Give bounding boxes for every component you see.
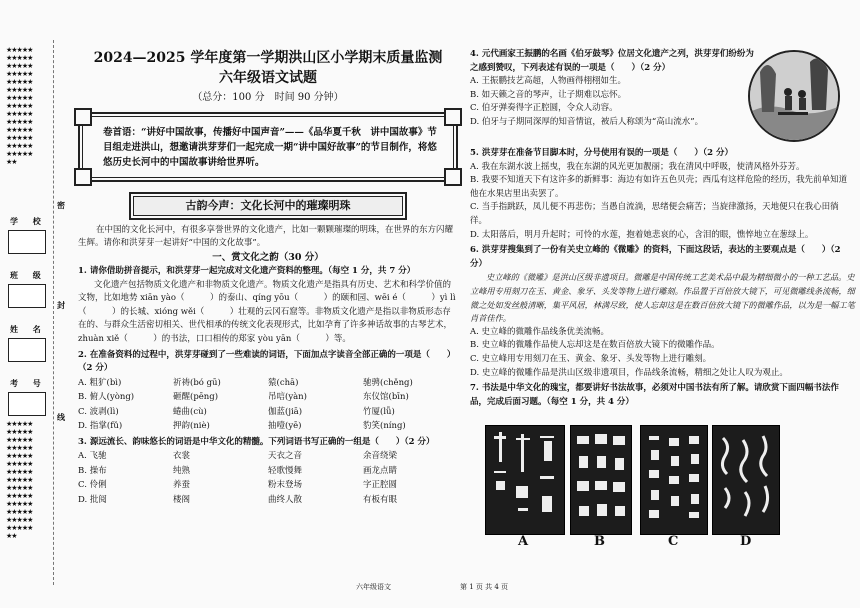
right-column: [470, 48, 855, 409]
exam-subtitle: 六年级语文试题: [219, 70, 317, 86]
q2-option[interactable]: A. 粗犷(bì): [78, 377, 122, 388]
q2-stem: 2. 在准备资料的过程中，洪芽芽碰到了一些难读的词语，下面加点字读音全部正确的一项是（ ）（2 分）: [78, 349, 456, 374]
seal-feng: 封: [57, 300, 65, 310]
q6-option-c[interactable]: C. 史立峰用专用刻刀在玉、黄金、象牙、头发等物上进行雕刻。: [470, 353, 712, 364]
section-title: 古韵今声：文化长河中的璀璨明珠: [133, 196, 403, 216]
calligraphy-c-strokes: [641, 426, 707, 534]
intro-text: 在中国的文化长河中，有很多享誉世界的文化遗产，比如一颗颗璀璨的明珠，在世界的东方闪耀生辉。请你和洪芽芽一起讲好“中国的文化故事”。: [78, 225, 454, 248]
q3-option: 楼阁: [173, 494, 191, 505]
q2-option: 猿(chā): [268, 377, 299, 388]
q6-option-a[interactable]: A. 史立峰的微雕作品线条优美流畅。: [470, 326, 610, 337]
calligraphy-label-b: B: [594, 534, 605, 549]
calligraphy-image-d: [712, 425, 780, 535]
calligraphy-a-strokes: [486, 426, 564, 534]
q2-option: 砸醒(pēng): [173, 392, 219, 403]
class-field[interactable]: [8, 284, 46, 308]
q2-option[interactable]: D. 指掌(fǔ): [78, 421, 123, 432]
q7-stem: 7. 书法是中华文化的瑰宝，都要讲好书法故事，必须对中国书法有所了解。请欣赏下面四幅书法作品，完成后面习题。（每空 1 分，共 4 分）: [470, 383, 839, 407]
q3-option: 养蚕: [173, 480, 191, 491]
calligraphy-label-d: D: [740, 534, 752, 549]
q4-stem: 4. 元代画家王振鹏的名画《伯牙鼓琴》位居文化遗产之列，洪芽芽们纷纷为之感到赞叹，下列表述有误的一项是（ ）（2 分）: [470, 49, 754, 73]
painting-image: [748, 50, 840, 142]
exam-score: （总分：100 分 时间 90 分钟）: [192, 92, 344, 103]
painting-illustration: [750, 52, 838, 140]
name-label: 姓 名: [10, 324, 47, 334]
corner-ornament: [444, 168, 462, 186]
calligraphy-label-a: A: [518, 534, 529, 549]
q2-option: 押韵(niè): [173, 421, 210, 432]
q6-option-b[interactable]: B. 史立峰的微雕作品使人忘却这是在数百倍放大镜下的微雕作品。: [470, 340, 720, 351]
q1-stem: 1. 请你借助拼音提示，和洪芽芽一起完成对文化遗产资料的整理。（每空 1 分，共 7 分）: [78, 266, 416, 276]
q5-option-d[interactable]: D. 太阳落后，明月升起时；可怜的水莲，抱着她悲哀的心，含泪的眼，憔悴地立在葱绿上。: [470, 229, 814, 240]
q6-option-d[interactable]: D. 史立峰的微雕作品是洪山区级非遗项目，作品线条流畅，精细之处让人叹为观止。: [470, 367, 788, 378]
calligraphy-b-strokes: [571, 426, 631, 534]
q3-option[interactable]: A. 飞驰: [78, 451, 107, 462]
q3-option: 字正腔圆: [363, 480, 398, 491]
seal-line: [53, 40, 54, 585]
q3-options: [78, 449, 458, 507]
number-field[interactable]: [8, 392, 46, 416]
q2-option: 伽蓝(jiā): [268, 406, 303, 417]
q6-stem: 6. 洪芽芽搜集到了一份有关史立峰的《微雕》的资料，下面这段话，表达的主要观点是（ ）（2 分）: [470, 245, 841, 269]
q2-option: 驰骋(chěng): [363, 377, 413, 388]
q3-option[interactable]: D. 批阅: [78, 494, 107, 505]
q6-passage: 史立峰的《微雕》是洪山区级非遗项目。微雕是中国传统工艺美术品中最为精细微小的一种工艺品。史立峰用专用刻刀在玉、黄金、象牙、头发等物上进行雕刻。作品置于百倍放大镜下，可见微雕线条流畅，细微之处如发丝般清晰，集平风居，林满尽致，使人忘却这是在数百倍放大镜下的微雕作品，以为是一幅工笔肖首佳作。: [470, 272, 855, 324]
corner-ornament: [74, 108, 92, 126]
corner-ornament: [74, 168, 92, 186]
school-label: 学 校: [10, 216, 47, 226]
q2-option: 祈祷(bó gū): [173, 377, 221, 388]
q2-option: 抽噎(yē): [268, 421, 302, 432]
exam-title: 2024—2025 学年度第一学期洪山区小学期末质量监测: [93, 50, 443, 66]
q3-option: 衣裳: [173, 451, 191, 462]
q3-option: 轻歌慢舞: [268, 465, 303, 476]
footer-page: 第 1 页 共 4 页: [460, 583, 509, 591]
q2-option[interactable]: C. 波剥(lì): [78, 406, 119, 417]
q5-option-c[interactable]: C. 当手指跳跃，凤儿便不再悲伤；当愚自流淌，思绪便会痛苦；当旋律激扬，天地便只在我心田徜徉。: [470, 202, 839, 226]
q4-option-d[interactable]: D. 伯牙与子期同深厚的知音情谊，被后人称颂为“高山流水”。: [470, 116, 704, 127]
footer-subject: 六年级语文: [356, 583, 391, 591]
preface-box: [78, 112, 458, 182]
q3-option: 曲终人散: [268, 494, 303, 505]
q4-block: [470, 48, 855, 144]
star-border-top: ★★★★★★★★★★★★★★★★★★★★★★★★★★★★★★★★★★★★★★★★★★★★★★★★★★★★★★★★★★★★★★★★★★★★★★★★: [6, 46, 33, 166]
left-column: [78, 48, 458, 507]
corner-ornament: [444, 108, 462, 126]
q4-option-a[interactable]: A. 王振鹏技艺高超，人物画得栩栩如生。: [470, 76, 627, 87]
calligraphy-image-c: [640, 425, 708, 535]
q3-option[interactable]: C. 伶俐: [78, 480, 107, 491]
q3-option: 天衣之音: [268, 451, 303, 462]
preface-text: 卷首语：“讲好中国故事，传播好中国声音”——《品华夏千秋 讲中国故事》节目组走进洪山，想邀请洪芽芽们一起完成一期“讲中国好故事”的节目制作，将悠悠历史长河中的中国故事讲给世界听。: [82, 116, 454, 178]
q2-option: 竹厦(lǚ): [363, 406, 395, 417]
star-border-bottom: ★★★★★★★★★★★★★★★★★★★★★★★★★★★★★★★★★★★★★★★★★★★★★★★★★★★★★★★★★★★★★★★★★★★★★★★★: [6, 420, 33, 540]
q5-option-a[interactable]: A. 我在东湖水波上摇曳，我在东湖的风光更加靓丽；我在清风中呼吸，使清风格外芬芳。: [470, 161, 805, 172]
school-field[interactable]: [8, 230, 46, 254]
calligraphy-image-b: [570, 425, 632, 535]
calligraphy-image-a: [485, 425, 565, 535]
q2-option: 吊唁(yàn): [268, 392, 307, 403]
q2-options: [78, 376, 458, 434]
seal-xian: 线: [57, 412, 65, 422]
q2-option: 豹笑(níng): [363, 421, 406, 432]
q3-option[interactable]: B. 操布: [78, 465, 107, 476]
q5-option-b[interactable]: B. 我要不知道天下有这许多的新鲜事：海边有如许五色贝壳；西瓜有这样危险的经历，我先前单知道他在水果店里出卖罢了。: [470, 175, 848, 199]
q3-stem: 3. 源远流长、韵味悠长的词语是中华文化的精髓。下列词语书写正确的一组是（ ）（2 分）: [78, 436, 435, 447]
class-label: 班 级: [10, 270, 47, 280]
q2-option: 蜷曲(cù): [173, 406, 207, 417]
binding-sidebar: [0, 0, 65, 608]
q4-option-b[interactable]: B. 如天籁之音的琴声，让子期难以忘怀。: [470, 89, 627, 100]
q2-option: 东仪馆(bīn): [363, 392, 409, 403]
q3-option: 粉末登场: [268, 480, 303, 491]
q5-stem: 5. 洪芽芽在准备节目脚本时，分号使用有误的一项是（ ）（2 分）: [470, 148, 733, 158]
name-field[interactable]: [8, 338, 46, 362]
number-label: 考 号: [10, 378, 47, 388]
q3-option: 有板有眼: [363, 494, 398, 505]
calligraphy-d-strokes: [713, 426, 779, 534]
q3-option: 纯熟: [173, 465, 191, 476]
q3-option: 余音绕梁: [363, 451, 398, 462]
part-heading: 一、赏文化之韵（30 分）: [212, 252, 324, 263]
section-banner: [129, 192, 407, 220]
q4-option-c[interactable]: C. 伯牙弹奏得字正腔圆，令众人动容。: [470, 103, 618, 114]
calligraphy-label-c: C: [668, 534, 679, 549]
q1-text: 文化遗产包括物质文化遗产和非物质文化遗产。物质文化遗产是指具有历史、艺术和科学价值的文物，比如地势 xiān yào（ ）的泰山、qíng yōu（ ）的颐和园、wēi é（ ）yì lì（ ）的长城、xióng wěi（ ）壮观的云冈石窟等。非物质文化遗产是指以非物质形态存在的、与群众生活密切相关、世代相承的传统文化表现形式，比如孕育了许多神话故事的古琴艺术，zhuàn xiě（ ）的书法，口口相传的郑家 yòu yān（ ）等。: [78, 279, 456, 344]
q3-option: 画龙点睛: [363, 465, 398, 476]
q2-option[interactable]: B. 俯人(yòng): [78, 392, 135, 403]
seal-mi: 密: [57, 200, 65, 210]
